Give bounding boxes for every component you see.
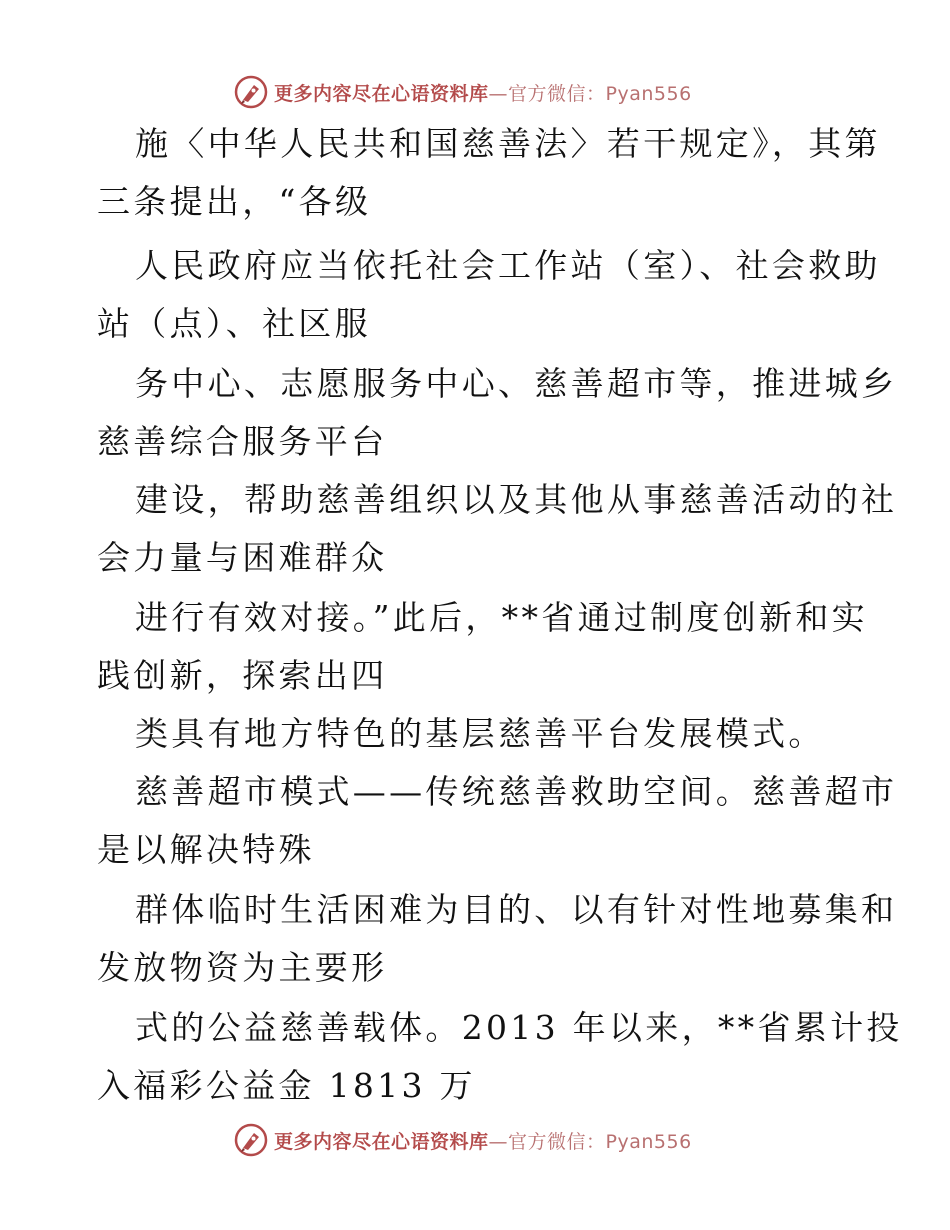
footer-watermark	[234, 1120, 754, 1160]
pen-nib-logo-icon	[234, 1123, 268, 1157]
paragraph-line: 慈善综合服务平台	[97, 422, 388, 461]
watermark-wechat-text: —官方微信：Pyan556	[488, 82, 692, 105]
pen-nib-logo-icon	[234, 75, 268, 109]
paragraph-line: 三条提出，“各级	[97, 182, 372, 221]
paragraph-line: 是以解决特殊	[97, 830, 315, 869]
header-watermark	[234, 72, 754, 112]
paragraph-line: 建设，帮助慈善组织以及其他从事慈善活动的社	[135, 480, 898, 519]
paragraph-line: 人民政府应当依托社会工作站（室）、社会救助	[135, 246, 881, 285]
paragraph-line: 站（点）、社区服	[97, 304, 371, 343]
paragraph-line: 发放物资为主要形	[97, 948, 388, 987]
paragraph-line: 慈善超市模式——传统慈善救助空间。慈善超市	[135, 772, 898, 811]
paragraph-line: 务中心、志愿服务中心、慈善超市等，推进城乡	[135, 364, 898, 403]
paragraph-line: 群体临时生活困难为目的、以有针对性地募集和	[135, 890, 898, 929]
paragraph-line: 进行有效对接。”此后，**省通过制度创新和实	[135, 598, 868, 637]
watermark-wechat-text: —官方微信：Pyan556	[488, 1130, 692, 1153]
watermark-main-text: 更多内容尽在心语资料库	[274, 1130, 489, 1153]
watermark-text	[274, 79, 692, 106]
watermark-main-text: 更多内容尽在心语资料库	[274, 82, 489, 105]
paragraph-line: 践创新，探索出四	[97, 656, 388, 695]
paragraph-line: 入福彩公益金 1813 万	[97, 1066, 476, 1105]
paragraph-line: 施〈中华人民共和国慈善法〉若干规定》，其第	[135, 124, 881, 163]
paragraph-line: 会力量与困难群众	[97, 538, 388, 577]
watermark-text	[274, 1127, 692, 1154]
paragraph-line: 类具有地方特色的基层慈善平台发展模式。	[135, 714, 825, 753]
paragraph-line: 式的公益慈善载体。2013 年以来，**省累计投	[135, 1008, 903, 1047]
